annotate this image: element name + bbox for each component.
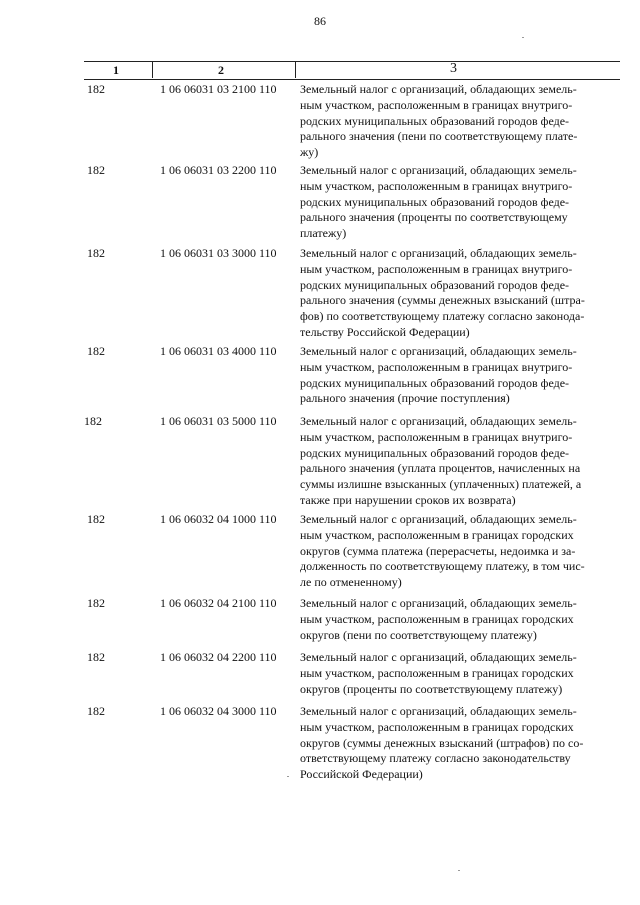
description-line: ным участком, расположенным в границах городских (300, 719, 574, 734)
description-line: Земельный налог с организаций, обладающих земель- (300, 704, 577, 718)
row-description (300, 704, 618, 783)
description-line: Российской Федерации) (300, 767, 423, 782)
row-description (300, 246, 618, 341)
row-description (300, 82, 618, 161)
description-line: рального значения (уплата процентов, начисленных на (300, 461, 581, 476)
description-line: Земельный налог с организаций, обладающих земель- (300, 414, 577, 428)
description-line: родских муниципальных образований городов феде- (300, 277, 570, 292)
row-description (300, 596, 618, 643)
row-description (300, 344, 618, 407)
description-line: платежу) (300, 226, 347, 241)
row-kbk: 1 06 06031 03 4000 110 (160, 344, 277, 358)
row-kbk: 1 06 06031 03 2100 110 (160, 82, 277, 96)
description-line: жу) (300, 145, 319, 160)
description-line: Земельный налог с организаций, обладающих земель- (300, 650, 577, 664)
description-line: ным участком, расположенным в границах городских (300, 527, 574, 542)
header-divider-1 (152, 61, 153, 78)
description-line: ле по отмененному) (300, 575, 402, 590)
row-kbk: 1 06 06032 04 1000 110 (160, 512, 277, 526)
row-code: 182 (87, 344, 105, 358)
description-line: округов (пени по соответствующему платежу) (300, 627, 537, 642)
row-code: 182 (87, 163, 105, 177)
row-description (300, 512, 618, 591)
row-kbk: 1 06 06031 03 2200 110 (160, 163, 277, 177)
row-code: 182 (87, 82, 105, 96)
description-line: фов) по соответствующему платежу согласно законода- (300, 309, 585, 324)
header-col-2: 2 (218, 63, 224, 77)
header-divider-2 (295, 61, 296, 78)
scan-speck (458, 870, 460, 871)
header-col-3: 3 (450, 61, 457, 76)
description-line: рального значения (пени по соответствующему плате- (300, 129, 578, 144)
description-line: ным участком, расположенным в границах городских (300, 611, 574, 626)
scan-speck (522, 37, 524, 38)
row-kbk: 1 06 06031 03 3000 110 (160, 246, 277, 260)
scan-speck (287, 776, 289, 777)
description-line: ным участком, расположенным в границах внутриго- (300, 359, 573, 374)
row-kbk: 1 06 06032 04 3000 110 (160, 704, 277, 718)
description-line: ответствующему платежу согласно законодательству (300, 751, 571, 766)
description-line: Земельный налог с организаций, обладающих земель- (300, 512, 577, 526)
description-line: суммы излишне взысканных (уплаченных) платежей, а (300, 477, 582, 492)
description-line: Земельный налог с организаций, обладающих земель- (300, 246, 577, 260)
description-line: округов (сумма платежа (перерасчеты, недоимка и за- (300, 543, 576, 558)
row-code: 182 (87, 512, 105, 526)
description-line: ным участком, расположенным в границах внутриго- (300, 178, 573, 193)
description-line: родских муниципальных образований городов феде- (300, 113, 570, 128)
description-line: тельству Российской Федерации) (300, 324, 470, 339)
row-code: 182 (87, 596, 105, 610)
row-kbk: 1 06 06032 04 2200 110 (160, 650, 277, 664)
description-line: Земельный налог с организаций, обладающих земель- (300, 82, 577, 96)
description-line: ным участком, расположенным в границах внутриго- (300, 97, 573, 112)
description-line: также при нарушении сроков их возврата) (300, 492, 516, 507)
row-code: 182 (87, 650, 105, 664)
description-line: родских муниципальных образований городов феде- (300, 445, 570, 460)
row-description (300, 414, 618, 509)
row-description (300, 163, 618, 242)
row-code: 182 (87, 704, 105, 718)
row-kbk: 1 06 06031 03 5000 110 (160, 414, 277, 428)
description-line: ным участком, расположенным в границах внутриго- (300, 261, 573, 276)
description-line: ным участком, расположенным в границах городских (300, 665, 574, 680)
description-line: округов (суммы денежных взысканий (штрафов) по со- (300, 735, 584, 750)
description-line: Земельный налог с организаций, обладающих земель- (300, 163, 577, 177)
description-line: рального значения (прочие поступления) (300, 391, 510, 406)
row-code: 182 (84, 414, 102, 428)
page-number: 86 (314, 14, 326, 28)
description-line: рального значения (проценты по соответствующему (300, 210, 568, 225)
description-line: родских муниципальных образований городов феде- (300, 194, 570, 209)
description-line: родских муниципальных образований городов феде- (300, 375, 570, 390)
row-description (300, 650, 618, 697)
description-line: ным участком, расположенным в границах внутриго- (300, 429, 573, 444)
header-col-1: 1 (113, 63, 119, 77)
description-line: округов (проценты по соответствующему платежу) (300, 681, 563, 696)
row-kbk: 1 06 06032 04 2100 110 (160, 596, 277, 610)
row-code: 182 (87, 246, 105, 260)
description-line: Земельный налог с организаций, обладающих земель- (300, 596, 577, 610)
description-line: долженность по соответствующему платежу, в том чис- (300, 559, 585, 574)
description-line: Земельный налог с организаций, обладающих земель- (300, 344, 577, 358)
description-line: рального значения (суммы денежных взысканий (штра- (300, 293, 585, 308)
table-header (84, 61, 620, 80)
